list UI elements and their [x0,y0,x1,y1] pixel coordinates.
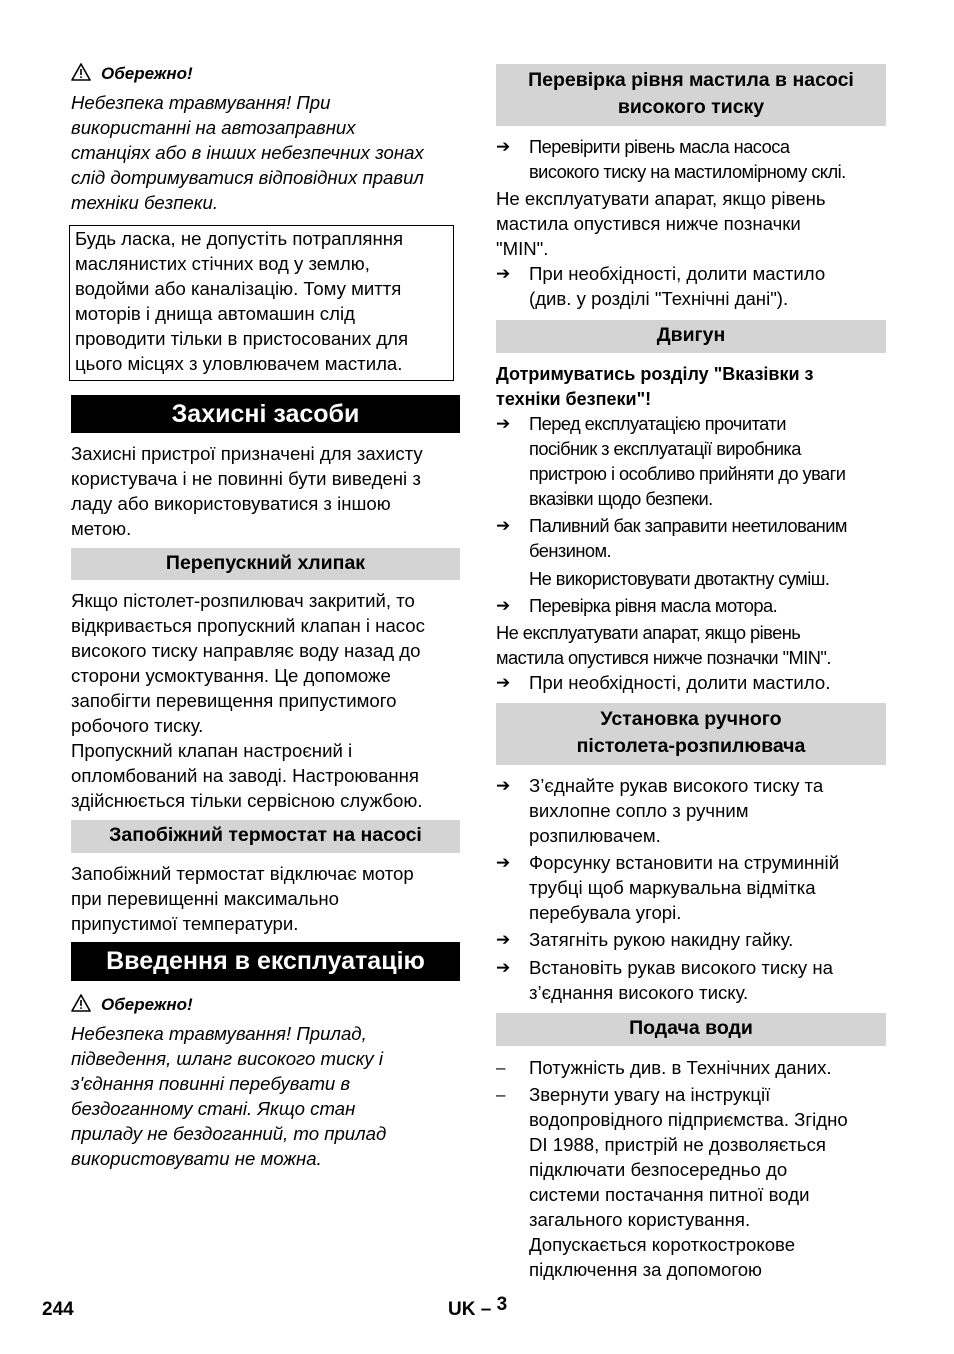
warning-title: Обережно! [101,64,193,83]
warning-text-2: Небезпека травмування! Прилад, підведення, шланг високого тиску і з'єднання повинні перебувати в бездоганному стані. Якщо стан приладу не бездоганний, то прилад використовувати не можна. [71,1023,387,1169]
list-item: ➔ При необхідності, долити мастило. [496,672,831,693]
bypass-text: Якщо пістолет-розпилювач закритий, то відкривається пропускний клапан і насос високого тиску направляє воду назад до сторони усмоктування. Це допоможе запобігти перевищення припустимого робочого тиску. Пропускний клапан настроєний і опломбований на заводі. Настроювання здійснюється тільки сервісною службою. [71,590,425,811]
list-item: – Потужність див. в Технічних даних. [496,1057,832,1078]
protective-text: Захисні пристрої призначені для захисту користувача і не повинні бути виведені з ладу або використовуватися з іншою метою. [71,443,423,539]
list-item: ➔ Перевірити рівень масла насоса високого тиску на мастиломірному склі. [496,136,846,182]
page-section-code: UK – 3 [448,1294,508,1320]
arrow-icon: ➔ [496,673,511,692]
warning-heading [71,63,193,86]
warning-heading-2 [71,994,193,1017]
list-item: ➔ Встановіть рукав високого тиску на з’єднання високого тиску. [496,957,833,1003]
list-item: – Звернути увагу на інструкції водопровідного підприємства. Згідно DI 1988, пристрій не дозволяється підключати безпосередньо до системи постачання питної води загального користування. Допускається короткострокове підключення за допомогою [496,1084,848,1280]
section-heading-thermostat: Запобіжний термостат на насосі [71,820,460,853]
arrow-icon: ➔ [496,414,510,433]
engine-safety-note: Дотримуватись розділу "Вказівки з техніки безпеки"! [496,364,814,409]
engine-note: Не використовувати двотактну суміш. [529,568,830,589]
arrow-icon: ➔ [496,776,511,795]
thermostat-text: Запобіжний термостат відключає мотор при перевищенні максимально припустимої температури. [71,863,414,934]
list-item: ➔ Форсунку встановити на струминній трубці щоб маркувальна відмітка перебувала угорі. [496,852,840,923]
page-number: 244 [42,1299,74,1320]
section-heading-engine: Двигун [496,320,886,353]
arrow-icon: ➔ [496,930,511,949]
section-heading-oil-pump: Перевірка рівня мастила в насосі високого тиску [496,64,886,126]
oil-pump-text: Не експлуатувати апарат, якщо рівень мастила опустився нижче позначки "MIN". [496,188,826,259]
list-item: ➔ Перевірка рівня масла мотора. [496,595,778,616]
section-heading-bypass: Перепускний хлипак [71,548,460,580]
list-item: ➔ Перед експлуатацією прочитати посібник з експлуатації виробника пристрою і особливо прийняти до уваги вказівки щодо безпеки. [496,413,846,509]
warning-triangle-icon [71,63,93,86]
arrow-icon: ➔ [496,853,511,872]
section-heading-protective: Захисні засоби [71,395,460,433]
arrow-icon: ➔ [496,958,511,977]
arrow-icon: ➔ [496,137,510,156]
environment-notice-box: Будь ласка, не допустіть потрапляння маслянистих стічних вод у землю, водойми або каналізацію. Тому миття моторів і днища автомашин слід проводити тільки в пристосованих для цього місцях з уловлювачем мастила. [69,225,454,381]
section-heading-gun: Установка ручного пістолета-розпилювача [496,703,886,765]
dash-marker: – [496,1058,506,1077]
section-heading-startup: Введення в експлуатацію [71,942,460,981]
arrow-icon: ➔ [496,596,510,615]
list-item: ➔ З’єднайте рукав високого тиску та вихлопне сопло з ручним розпилювачем. [496,775,824,846]
section-heading-water: Подача води [496,1013,886,1046]
arrow-icon: ➔ [496,516,510,535]
arrow-icon: ➔ [496,264,511,283]
engine-text: Не експлуатувати апарат, якщо рівень мастила опустився нижче позначки "MIN". [496,622,831,668]
warning-title-2: Обережно! [101,995,193,1014]
warning-triangle-icon [71,994,93,1017]
dash-marker: – [496,1085,506,1104]
list-item: ➔ Паливний бак заправити неетилованим бензином. [496,515,847,561]
warning-text: Небезпека травмування! При використанні на автозаправних станціях або в інших небезпечних зонах слід дотримуватися відповідних правил техніки безпеки. [71,92,424,213]
list-item: ➔ При необхідності, долити мастило (див. у розділі "Технічні дані"). [496,263,826,309]
list-item: ➔ Затягніть рукою накидну гайку. [496,929,794,950]
